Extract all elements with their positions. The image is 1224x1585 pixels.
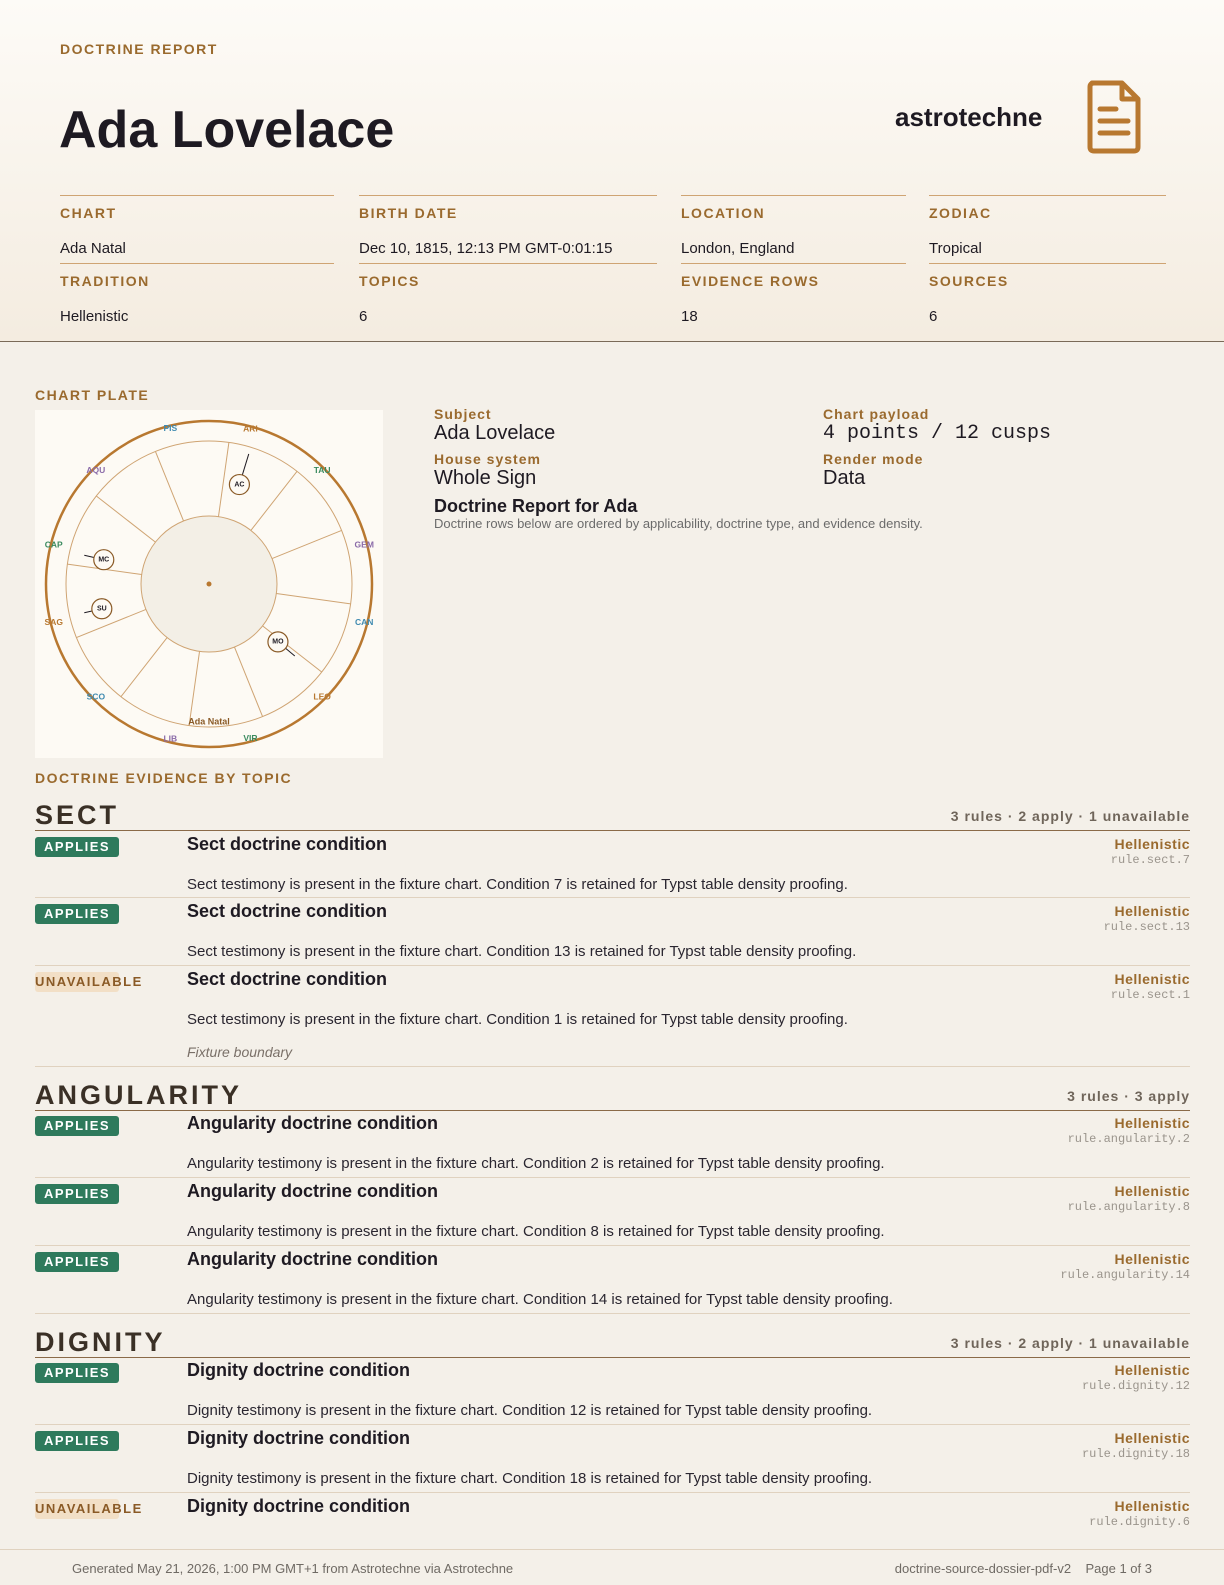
- sign-label-lib: LIB: [163, 733, 178, 744]
- rule-id: rule.dignity.12: [1081, 1379, 1190, 1393]
- meta-sources: [929, 263, 1166, 330]
- status-badge: APPLIES: [35, 904, 119, 924]
- topic-name: ANGULARITY: [35, 1080, 242, 1110]
- rule-id: rule.angularity.14: [1060, 1268, 1190, 1282]
- rule-id: rule.angularity.8: [1067, 1200, 1190, 1214]
- rule-title: Angularity doctrine condition: [187, 1113, 438, 1133]
- rule-id: rule.angularity.2: [1067, 1132, 1190, 1146]
- topic-name: SECT: [35, 800, 120, 830]
- sign-label-tau: TAU: [313, 465, 331, 476]
- point-label-mc: MC: [98, 556, 110, 564]
- meta-value: Ada Natal: [60, 240, 126, 257]
- rule-id: rule.sect.1: [1110, 988, 1190, 1002]
- evidence-row: [35, 1493, 1190, 1543]
- rule-id: rule.sect.13: [1103, 920, 1190, 934]
- meta-label: CHART: [60, 205, 117, 221]
- sign-label-leo: LEO: [313, 691, 331, 702]
- status-badge: APPLIES: [35, 1431, 119, 1451]
- evidence-row: [35, 1110, 1190, 1178]
- topic-name: DIGNITY: [35, 1327, 166, 1357]
- sign-label-ari: ARI: [243, 423, 258, 434]
- sign-label-pis: PIS: [163, 423, 178, 434]
- point-label-su: SU: [96, 605, 107, 613]
- meta-location: [681, 195, 906, 262]
- house-system-label: House system: [434, 451, 541, 467]
- center-dot: [207, 582, 212, 587]
- meta-value: Hellenistic: [60, 308, 129, 325]
- evidence-row: [35, 898, 1190, 966]
- rule-title: Dignity doctrine condition: [187, 1496, 410, 1516]
- topic-summary: 3 rules · 2 apply · 1 unavailable: [950, 1335, 1190, 1351]
- sign-label-gem: GEM: [354, 539, 374, 550]
- meta-label: BIRTH DATE: [359, 205, 458, 221]
- meta-value: 6: [929, 308, 938, 325]
- page-footer: [0, 1549, 1224, 1585]
- report-header: [0, 0, 1224, 342]
- meta-label: TRADITION: [60, 273, 150, 289]
- rule-tradition: Hellenistic: [1114, 1251, 1190, 1267]
- meta-evidence-rows: [681, 263, 906, 330]
- rule-title: Sect doctrine condition: [187, 969, 388, 989]
- sign-label-aqu: AQU: [86, 465, 106, 476]
- rule-tradition: Hellenistic: [1114, 1183, 1190, 1199]
- house-cusp-line: [251, 471, 297, 530]
- evidence-label: DOCTRINE EVIDENCE BY TOPIC: [35, 770, 293, 786]
- rule-description: Sect testimony is present in the fixture chart. Condition 13 is retained for Typst table density proofing.: [187, 943, 857, 960]
- rule-description: Angularity testimony is present in the fixture chart. Condition 8 is retained for Typst table density proofing.: [187, 1223, 885, 1240]
- brand-name: astrotechne: [895, 102, 1043, 132]
- rule-id: rule.dignity.6: [1089, 1515, 1190, 1529]
- meta-value: London, England: [681, 240, 795, 257]
- topic-header-dignity: [35, 1327, 1190, 1358]
- rule-title: Sect doctrine condition: [187, 901, 388, 921]
- point-label-mo: MO: [272, 638, 284, 646]
- rule-tradition: Hellenistic: [1114, 836, 1190, 852]
- rule-title: Angularity doctrine condition: [187, 1181, 438, 1201]
- evidence-row: [35, 831, 1190, 898]
- rule-description: Sect testimony is present in the fixture chart. Condition 7 is retained for Typst table density proofing.: [187, 876, 848, 893]
- rule-title: Angularity doctrine condition: [187, 1249, 438, 1269]
- rule-id: rule.sect.7: [1110, 853, 1190, 867]
- rule-title: Dignity doctrine condition: [187, 1360, 410, 1380]
- status-badge: UNAVAILABLE: [35, 1499, 119, 1519]
- chart-name-label: Ada Natal: [188, 716, 230, 727]
- report-kicker: DOCTRINE REPORT: [60, 41, 218, 57]
- rule-tradition: Hellenistic: [1114, 1498, 1190, 1514]
- house-cusp-line: [218, 442, 228, 516]
- house-cusp-line: [234, 647, 262, 717]
- sign-label-cap: CAP: [44, 539, 63, 550]
- meta-label: LOCATION: [681, 205, 766, 221]
- meta-value: Dec 10, 1815, 12:13 PM GMT-0:01:15: [359, 240, 613, 257]
- chart-wheel: [35, 410, 383, 758]
- rule-tradition: Hellenistic: [1114, 1362, 1190, 1378]
- payload-value: 4 points / 12 cusps: [823, 422, 1052, 445]
- subject-value: Ada Lovelace: [434, 422, 556, 444]
- topic-header-sect: [35, 800, 1190, 831]
- sign-label-can: CAN: [355, 616, 374, 627]
- status-badge: APPLIES: [35, 1116, 119, 1136]
- status-badge: APPLIES: [35, 1363, 119, 1383]
- topic-header-angularity: [35, 1080, 1190, 1111]
- rule-description: Dignity testimony is present in the fixture chart. Condition 12 is retained for Typst table density proofing.: [187, 1402, 873, 1419]
- sign-label-vir: VIR: [243, 732, 258, 743]
- house-cusp-line: [189, 651, 199, 725]
- document-icon: [1086, 79, 1142, 155]
- evidence-row: [35, 1425, 1190, 1493]
- evidence-row: [35, 1178, 1190, 1246]
- status-badge: APPLIES: [35, 837, 119, 857]
- rule-tradition: Hellenistic: [1114, 1430, 1190, 1446]
- evidence-row: [35, 1357, 1190, 1425]
- meta-label: ZODIAC: [929, 205, 992, 221]
- footer-generated: Generated May 21, 2026, 1:00 PM GMT+1 from Astrotechne via Astrotechne: [72, 1561, 514, 1576]
- meta-value: 18: [681, 308, 698, 325]
- rule-description: Dignity testimony is present in the fixture chart. Condition 18 is retained for Typst table density proofing.: [187, 1470, 873, 1487]
- report-subtitle: Doctrine Report for Ada: [434, 496, 638, 516]
- house-cusp-line: [155, 451, 183, 521]
- rule-title: Dignity doctrine condition: [187, 1428, 410, 1448]
- meta-label: EVIDENCE ROWS: [681, 273, 820, 289]
- rule-tradition: Hellenistic: [1114, 903, 1190, 919]
- meta-value: Tropical: [929, 240, 982, 257]
- meta-topics: [359, 263, 657, 330]
- point-label-ac: AC: [234, 481, 245, 489]
- report-description: Doctrine rows below are ordered by applicability, doctrine type, and evidence density.: [434, 516, 923, 531]
- meta-label: SOURCES: [929, 273, 1009, 289]
- house-cusp-line: [276, 593, 350, 603]
- topic-summary: 3 rules · 3 apply: [1067, 1088, 1190, 1104]
- rule-id: rule.dignity.18: [1081, 1447, 1190, 1461]
- meta-chart: [60, 195, 334, 262]
- subject-label: Subject: [434, 406, 492, 422]
- meta-birth-date: [359, 195, 657, 262]
- payload-label: Chart payload: [823, 406, 930, 422]
- evidence-row: [35, 1246, 1190, 1314]
- chart-plate: [35, 410, 383, 758]
- house-cusp-line: [96, 496, 155, 542]
- house-system-value: Whole Sign: [434, 467, 537, 489]
- rule-description: Angularity testimony is present in the fixture chart. Condition 14 is retained for Typst table density proofing.: [187, 1291, 893, 1308]
- render-mode-value: Data: [823, 467, 866, 489]
- render-mode-label: Render mode: [823, 451, 924, 467]
- topic-summary: 3 rules · 2 apply · 1 unavailable: [950, 808, 1190, 824]
- footer-page-info: doctrine-source-dossier-pdf-v2 Page 1 of 3: [894, 1561, 1152, 1576]
- chart-plate-label: CHART PLATE: [35, 387, 150, 403]
- rule-note: Fixture boundary: [187, 1044, 293, 1060]
- report-title: Ada Lovelace: [59, 101, 395, 159]
- status-badge: UNAVAILABLE: [35, 972, 119, 992]
- rule-description: Sect testimony is present in the fixture chart. Condition 1 is retained for Typst table density proofing.: [187, 1011, 848, 1028]
- rule-title: Sect doctrine condition: [187, 834, 388, 854]
- rule-tradition: Hellenistic: [1114, 971, 1190, 987]
- status-badge: APPLIES: [35, 1252, 119, 1272]
- sign-label-sco: SCO: [86, 691, 106, 702]
- status-badge: APPLIES: [35, 1184, 119, 1204]
- rule-description: Angularity testimony is present in the fixture chart. Condition 2 is retained for Typst table density proofing.: [187, 1155, 885, 1172]
- rule-tradition: Hellenistic: [1114, 1115, 1190, 1131]
- house-cusp-line: [121, 638, 167, 697]
- sign-label-sag: SAG: [44, 616, 63, 627]
- evidence-row: [35, 966, 1190, 1067]
- meta-value: 6: [359, 308, 368, 325]
- meta-zodiac: [929, 195, 1166, 262]
- meta-tradition: [60, 263, 334, 330]
- meta-label: TOPICS: [359, 273, 420, 289]
- house-cusp-line: [272, 530, 342, 558]
